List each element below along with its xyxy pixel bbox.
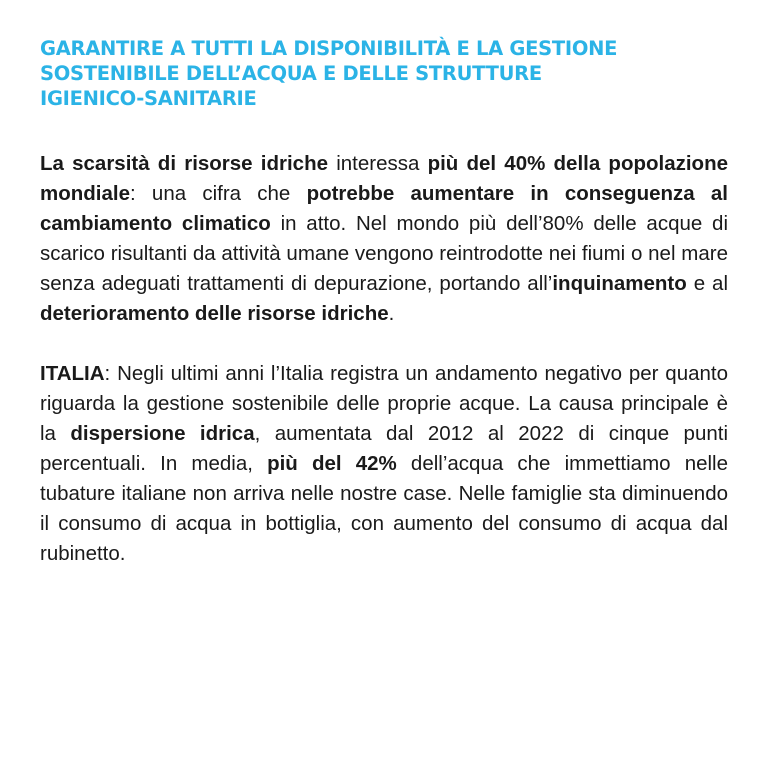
text-run: in atto. Nel mondo più dell’80% delle acque di scarico risultanti da attività umane vengono reintrodotte nei fiumi o nel mare senza adeguati trattamenti di depurazione, portando all’ xyxy=(40,212,728,295)
text-run: : Negli ultimi anni l’Italia registra un andamento negativo per quanto riguarda la gestione sostenibile delle proprie acque. La causa principale è la xyxy=(40,362,728,445)
paragraph-water-scarcity xyxy=(40,149,728,329)
bold-phrase: La scarsità di risorse idriche xyxy=(40,152,328,175)
bold-phrase: più del 40% della popolazione mondiale xyxy=(40,152,728,205)
title-line-2: SOSTENIBILE DELL’ACQUA E DELLE STRUTTURE xyxy=(40,62,542,85)
section-title xyxy=(40,36,728,111)
text-run: interessa xyxy=(328,152,428,175)
text-run: . xyxy=(388,302,395,325)
text-run: , aumentata dal 2012 al 2022 di cinque punti percentuali. In media, xyxy=(40,422,729,475)
document-page xyxy=(40,36,728,569)
paragraph-italy xyxy=(40,359,728,569)
bold-phrase: deterioramento delle risorse idriche xyxy=(40,302,389,325)
bold-phrase: ITALIA xyxy=(40,362,105,385)
text-run: e al xyxy=(686,272,728,295)
text-run: : una cifra che xyxy=(130,182,307,205)
bold-phrase: potrebbe aumentare in conseguenza al cambiamento climatico xyxy=(40,182,728,235)
bold-phrase: inquinamento xyxy=(552,272,687,295)
title-line-1: GARANTIRE A TUTTI LA DISPONIBILITÀ E LA GESTIONE xyxy=(40,37,618,60)
text-run: dell’acqua che immettiamo nelle tubature italiane non arriva nelle nostre case. Nelle famiglie sta diminuendo il consumo di acqua in bottiglia, con aumento del consumo di acqua dal rubinetto. xyxy=(40,452,729,565)
title-line-3: IGIENICO-SANITARIE xyxy=(40,87,257,110)
bold-phrase: dispersione idrica xyxy=(70,422,255,445)
bold-phrase: più del 42% xyxy=(267,452,397,475)
